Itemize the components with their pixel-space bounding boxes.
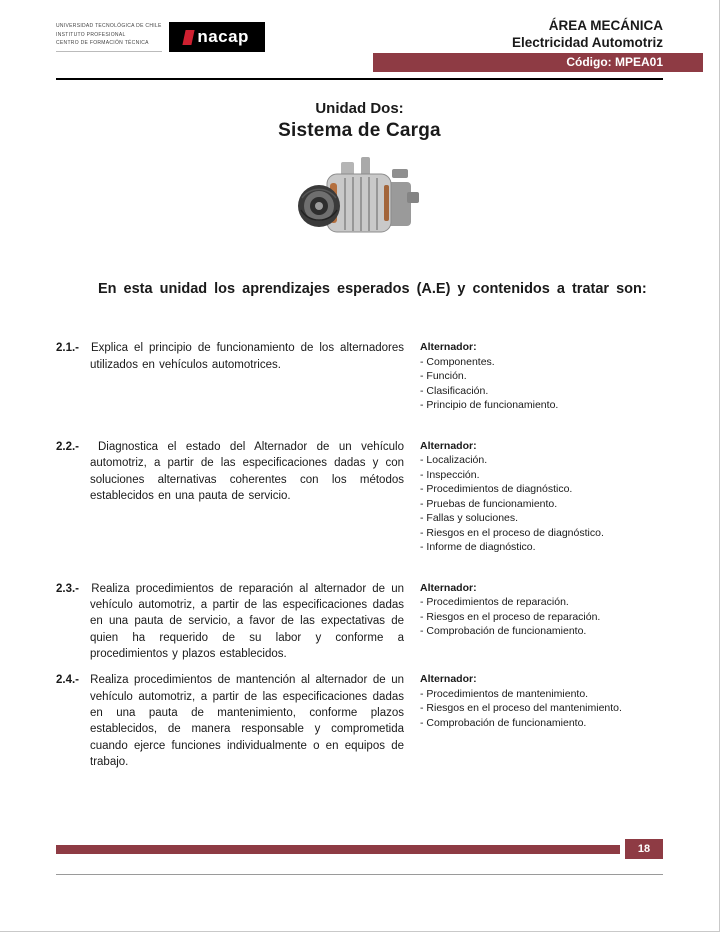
page-header bbox=[56, 16, 663, 72]
header-course-info bbox=[373, 16, 663, 72]
objective-row bbox=[56, 672, 663, 770]
university-line: CENTRO DE FORMACIÓN TÉCNICA bbox=[56, 40, 149, 47]
content-block bbox=[420, 439, 663, 555]
content-item: - Riesgos en el proceso del mantenimiento. bbox=[420, 702, 622, 715]
footer-rule bbox=[56, 874, 663, 875]
objective-text-block bbox=[56, 672, 404, 770]
objective-number: 2.1.- bbox=[56, 342, 80, 355]
content-item: - Pruebas de funcionamiento. bbox=[420, 497, 558, 510]
content-item: - Procedimientos de mantenimiento. bbox=[420, 687, 589, 700]
header-subject: Electricidad Automotriz bbox=[511, 35, 663, 50]
inacap-brand-text: nacap bbox=[197, 27, 249, 46]
content-item: - Principio de funcionamiento. bbox=[420, 399, 559, 412]
content-item: - Informe de diagnóstico. bbox=[420, 541, 536, 554]
inacap-brand-box bbox=[169, 22, 265, 52]
content-item: - Clasificación. bbox=[420, 384, 489, 397]
header-code-badge: Código: MPEA01 bbox=[373, 53, 703, 72]
content-item: - Fallas y soluciones. bbox=[420, 512, 519, 525]
content-item: - Localización. bbox=[420, 454, 488, 467]
objective-text-block bbox=[56, 439, 404, 555]
footer bbox=[56, 839, 663, 859]
header-rule bbox=[56, 78, 663, 80]
content-block bbox=[420, 340, 663, 412]
intro-paragraph: En esta unidad los aprendizajes esperados (A.E) y contenidos a tratar son: bbox=[98, 281, 647, 297]
objectives-list bbox=[56, 340, 663, 770]
content-item: - Riesgos en el proceso de diagnóstico. bbox=[420, 526, 604, 539]
inacap-flag-icon bbox=[183, 30, 195, 45]
footer-bar bbox=[56, 845, 620, 854]
content-item: - Componentes. bbox=[420, 355, 495, 368]
objective-number: 2.2.- bbox=[56, 440, 80, 453]
objective-row bbox=[56, 581, 663, 663]
content-item: - Comprobación de funcionamiento. bbox=[420, 625, 587, 638]
objective-text-block bbox=[56, 581, 404, 663]
alternator-illustration bbox=[297, 152, 423, 252]
inacap-logo bbox=[56, 16, 265, 52]
objective-text: Realiza procedimientos de mantención al alternador de un vehículo automotriz, a partir de las especificaciones dadas en una pauta de mantenimiento, conforme plazos establecidos, de manera responsable y comprometida cuando ejerce funciones individualmente o en equipos de trabajo. bbox=[79, 674, 404, 769]
objective-text: Explica el principio de funcionamiento de los alternadores utilizados en vehículos automotrices. bbox=[79, 342, 404, 371]
content-block bbox=[420, 672, 663, 770]
objective-row bbox=[56, 340, 663, 412]
content-heading: Alternador: bbox=[420, 341, 477, 354]
content-item: - Riesgos en el proceso de reparación. bbox=[420, 610, 601, 623]
content-item: - Procedimientos de diagnóstico. bbox=[420, 483, 573, 496]
content-block bbox=[420, 581, 663, 663]
content-item: - Inspección. bbox=[420, 468, 480, 481]
content-item: - Función. bbox=[420, 370, 467, 383]
alternator-image bbox=[56, 152, 663, 252]
university-line: UNIVERSIDAD TECNOLÓGICA DE CHILE bbox=[56, 23, 162, 30]
content-item: - Comprobación de funcionamiento. bbox=[420, 716, 587, 729]
objective-number: 2.4.- bbox=[56, 674, 80, 687]
objective-row bbox=[56, 439, 663, 555]
content-heading: Alternador: bbox=[420, 439, 477, 452]
university-text bbox=[56, 22, 162, 52]
content-heading: Alternador: bbox=[420, 673, 477, 686]
objective-text: Realiza procedimientos de reparación al alternador de un vehículo automotriz, a partir de las especificaciones dadas en una pauta de servicio, a favor de las expectativas de quien ha requerido de su labor y conforme a procedimientos y plazos establecidos. bbox=[79, 582, 404, 661]
header-area-title: ÁREA MECÁNICA bbox=[548, 18, 663, 33]
objective-number: 2.3.- bbox=[56, 582, 80, 595]
content-heading: Alternador: bbox=[420, 581, 477, 594]
university-line: INSTITUTO PROFESIONAL bbox=[56, 31, 126, 38]
content-item: - Procedimientos de reparación. bbox=[420, 596, 569, 609]
unit-subtitle: Sistema de Carga bbox=[278, 120, 441, 141]
objective-text: Diagnostica el estado del Alternador de un vehículo automotriz, a partir de las especificaciones dadas y con soluciones alternativas coherentes con los métodos establecidos en una pauta de servicio. bbox=[79, 440, 404, 502]
unit-title: Unidad Dos: bbox=[315, 100, 404, 117]
objective-text-block bbox=[56, 340, 404, 412]
page-number-badge: 18 bbox=[625, 839, 663, 859]
